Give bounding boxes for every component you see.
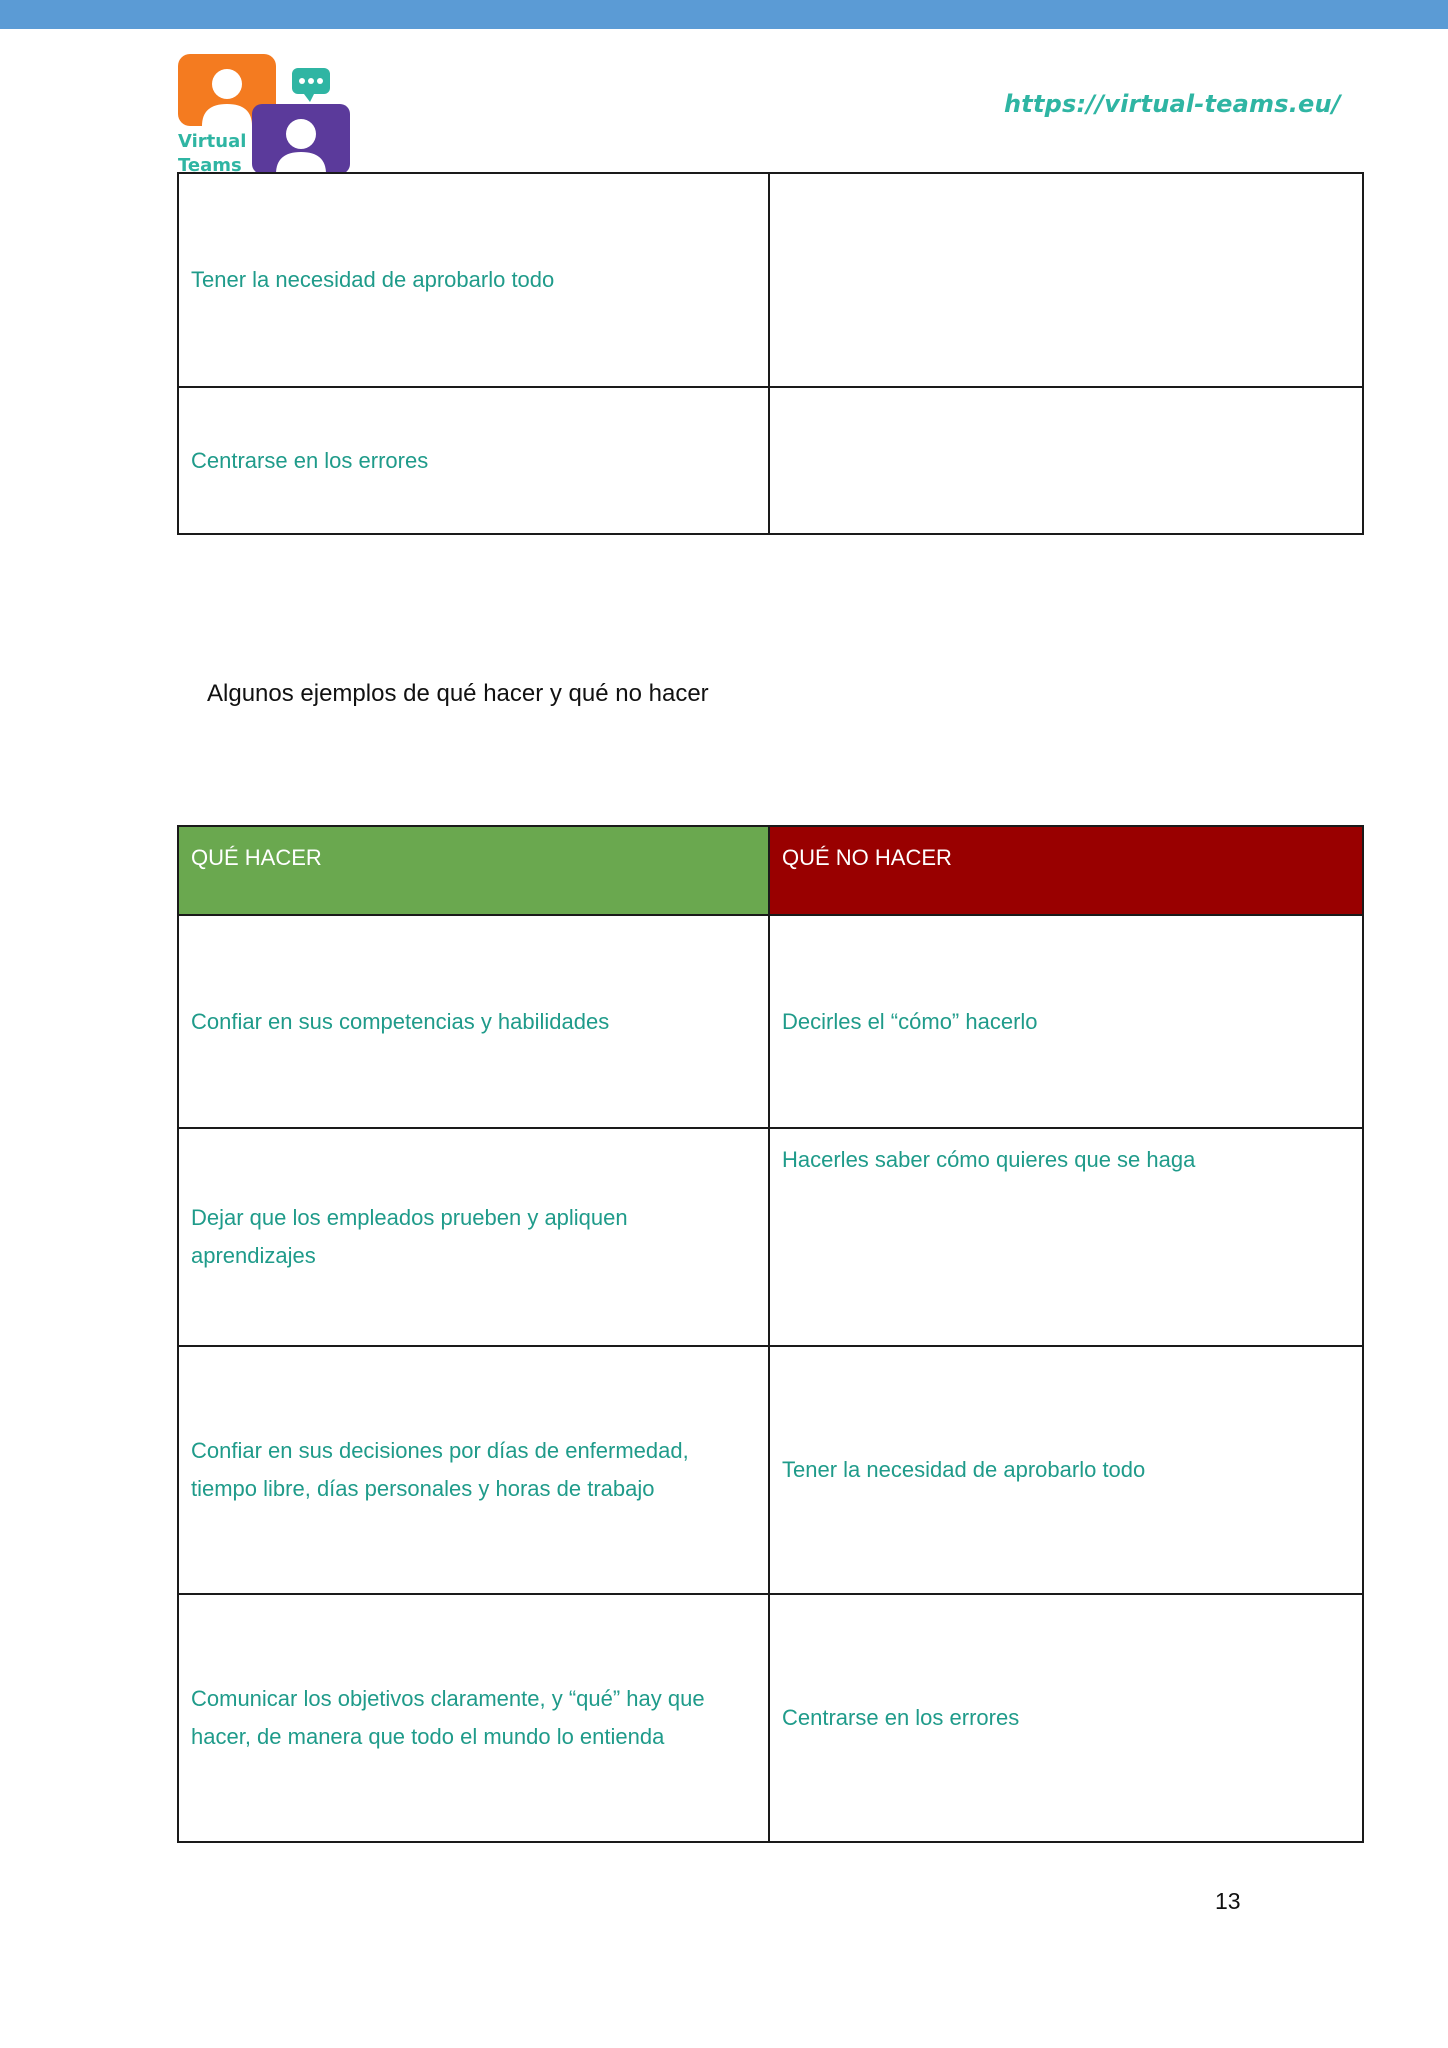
page-number: 13 [1215,1888,1241,1914]
do-cell: Comunicar los objetivos claramente, y “qué” hay que hacer, de manera que todo el mundo lo entienda [178,1594,769,1842]
dont-cell: Hacerles saber cómo quieres que se haga [769,1128,1363,1346]
table-cell: Centrarse en los errores [178,387,769,534]
logo-text-virtual: Virtual [178,131,247,152]
table-row [178,173,1363,387]
website-url[interactable]: https://virtual-teams.eu/ [1004,90,1341,118]
continued-table [177,172,1364,535]
table-cell: Tener la necesidad de aprobarlo todo [178,173,769,387]
do-dont-table [177,825,1364,1843]
header-do: QUÉ HACER [178,826,769,915]
virtual-teams-logo [178,54,353,176]
table-header-row [178,826,1363,915]
table-row [178,387,1363,534]
logo-text-teams: Teams [178,155,242,176]
table-cell [769,173,1363,387]
table-row [178,1594,1363,1842]
do-cell: Dejar que los empleados prueben y apliquen aprendizajes [178,1128,769,1346]
do-cell: Confiar en sus competencias y habilidades [178,915,769,1128]
do-cell: Confiar en sus decisiones por días de enfermedad, tiempo libre, días personales y horas de trabajo [178,1346,769,1594]
section-heading: Algunos ejemplos de qué hacer y qué no hacer [207,680,709,707]
table-cell [769,387,1363,534]
dont-cell: Tener la necesidad de aprobarlo todo [769,1346,1363,1594]
top-accent-bar [0,0,1448,29]
dont-cell: Centrarse en los errores [769,1594,1363,1842]
table-row [178,1128,1363,1346]
table-row [178,915,1363,1128]
table-row [178,1346,1363,1594]
header-dont: QUÉ NO HACER [769,826,1363,915]
dont-cell: Decirles el “cómo” hacerlo [769,915,1363,1128]
